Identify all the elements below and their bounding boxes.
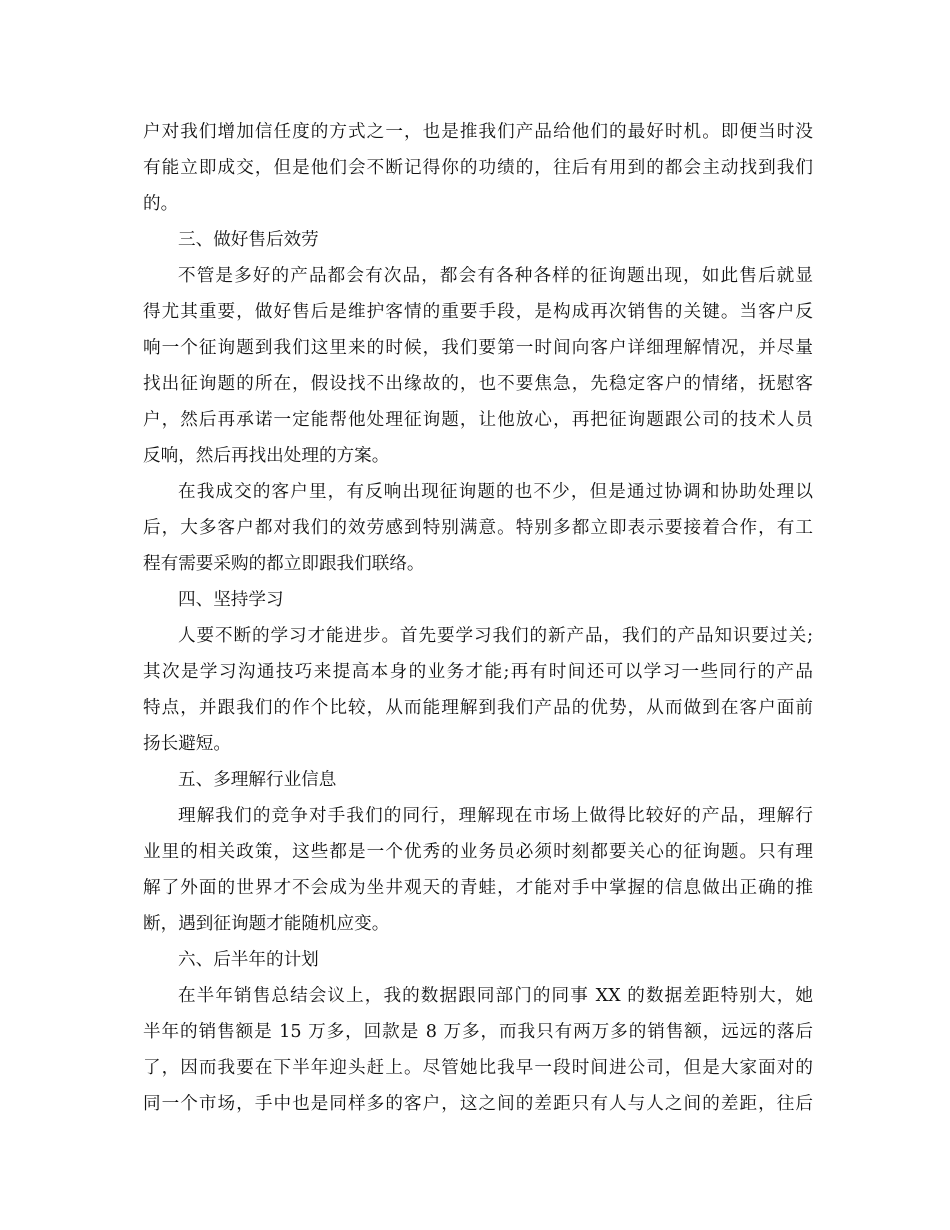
text-line: 的。 bbox=[143, 194, 179, 214]
text-line: 三、做好售后效劳 bbox=[178, 230, 319, 250]
text-line: 不管是多好的产品都会有次品，都会有各种各样的征询题出现，如此售后就显 bbox=[178, 266, 813, 286]
text-line: 有能立即成交，但是他们会不断记得你的功绩的，往后有用到的都会主动找到我们 bbox=[143, 158, 813, 178]
text-line: 特点，并跟我们的作个比较，从而能理解到我们产品的优势，从而做到在客户面前 bbox=[143, 698, 813, 718]
text-line: 户，然后再承诺一定能帮他处理征询题，让他放心，再把征询题跟公司的技术人员 bbox=[143, 410, 813, 430]
text-line: 断，遇到征询题才能随机应变。 bbox=[143, 914, 390, 934]
text-line: 同一个市场，手中也是同样多的客户，这之间的差距只有人与人之间的差距，往后 bbox=[143, 1094, 813, 1114]
text-line: 六、后半年的计划 bbox=[178, 950, 319, 970]
text-line: 理解我们的竞争对手我们的同行，理解现在市场上做得比较好的产品，理解行 bbox=[178, 806, 813, 826]
text-line: 半年的销售额是 15 万多，回款是 8 万多，而我只有两万多的销售额，远远的落后 bbox=[143, 1022, 813, 1042]
document-body bbox=[143, 114, 813, 1122]
text-line: 后，大多客户都对我们的效劳感到特别满意。特别多都立即表示要接着合作，有工 bbox=[143, 518, 813, 538]
text-line: 户对我们增加信任度的方式之一，也是推我们产品给他们的最好时机。即便当时没 bbox=[143, 122, 813, 142]
text-line: 扬长避短。 bbox=[143, 734, 231, 754]
text-line: 在我成交的客户里，有反响出现征询题的也不少，但是通过协调和协助处理以 bbox=[178, 482, 813, 502]
text-line: 反响，然后再找出处理的方案。 bbox=[143, 446, 390, 466]
text-line: 业里的相关政策，这些都是一个优秀的业务员必须时刻都要关心的征询题。只有理 bbox=[143, 842, 813, 862]
text-line: 得尤其重要，做好售后是维护客情的重要手段，是构成再次销售的关键。当客户反 bbox=[143, 302, 813, 322]
text-line: 程有需要采购的都立即跟我们联络。 bbox=[143, 554, 425, 574]
text-line: 四、坚持学习 bbox=[178, 590, 284, 610]
text-line: 了，因而我要在下半年迎头赶上。尽管她比我早一段时间进公司，但是大家面对的 bbox=[143, 1058, 813, 1078]
text-line: 在半年销售总结会议上，我的数据跟同部门的同事 XX 的数据差距特别大，她 bbox=[178, 986, 813, 1006]
text-line: 五、多理解行业信息 bbox=[178, 770, 337, 790]
text-line: 找出征询题的所在，假设找不出缘故的，也不要焦急，先稳定客户的情绪，抚慰客 bbox=[143, 374, 813, 394]
text-line: 人要不断的学习才能进步。首先要学习我们的新产品，我们的产品知识要过关; bbox=[178, 626, 813, 646]
text-line: 其次是学习沟通技巧来提高本身的业务才能;再有时间还可以学习一些同行的产品 bbox=[143, 662, 813, 682]
text-line: 响一个征询题到我们这里来的时候，我们要第一时间向客户详细理解情况，并尽量 bbox=[143, 338, 813, 358]
text-line: 解了外面的世界才不会成为坐井观天的青蛙，才能对手中掌握的信息做出正确的推 bbox=[143, 878, 813, 898]
